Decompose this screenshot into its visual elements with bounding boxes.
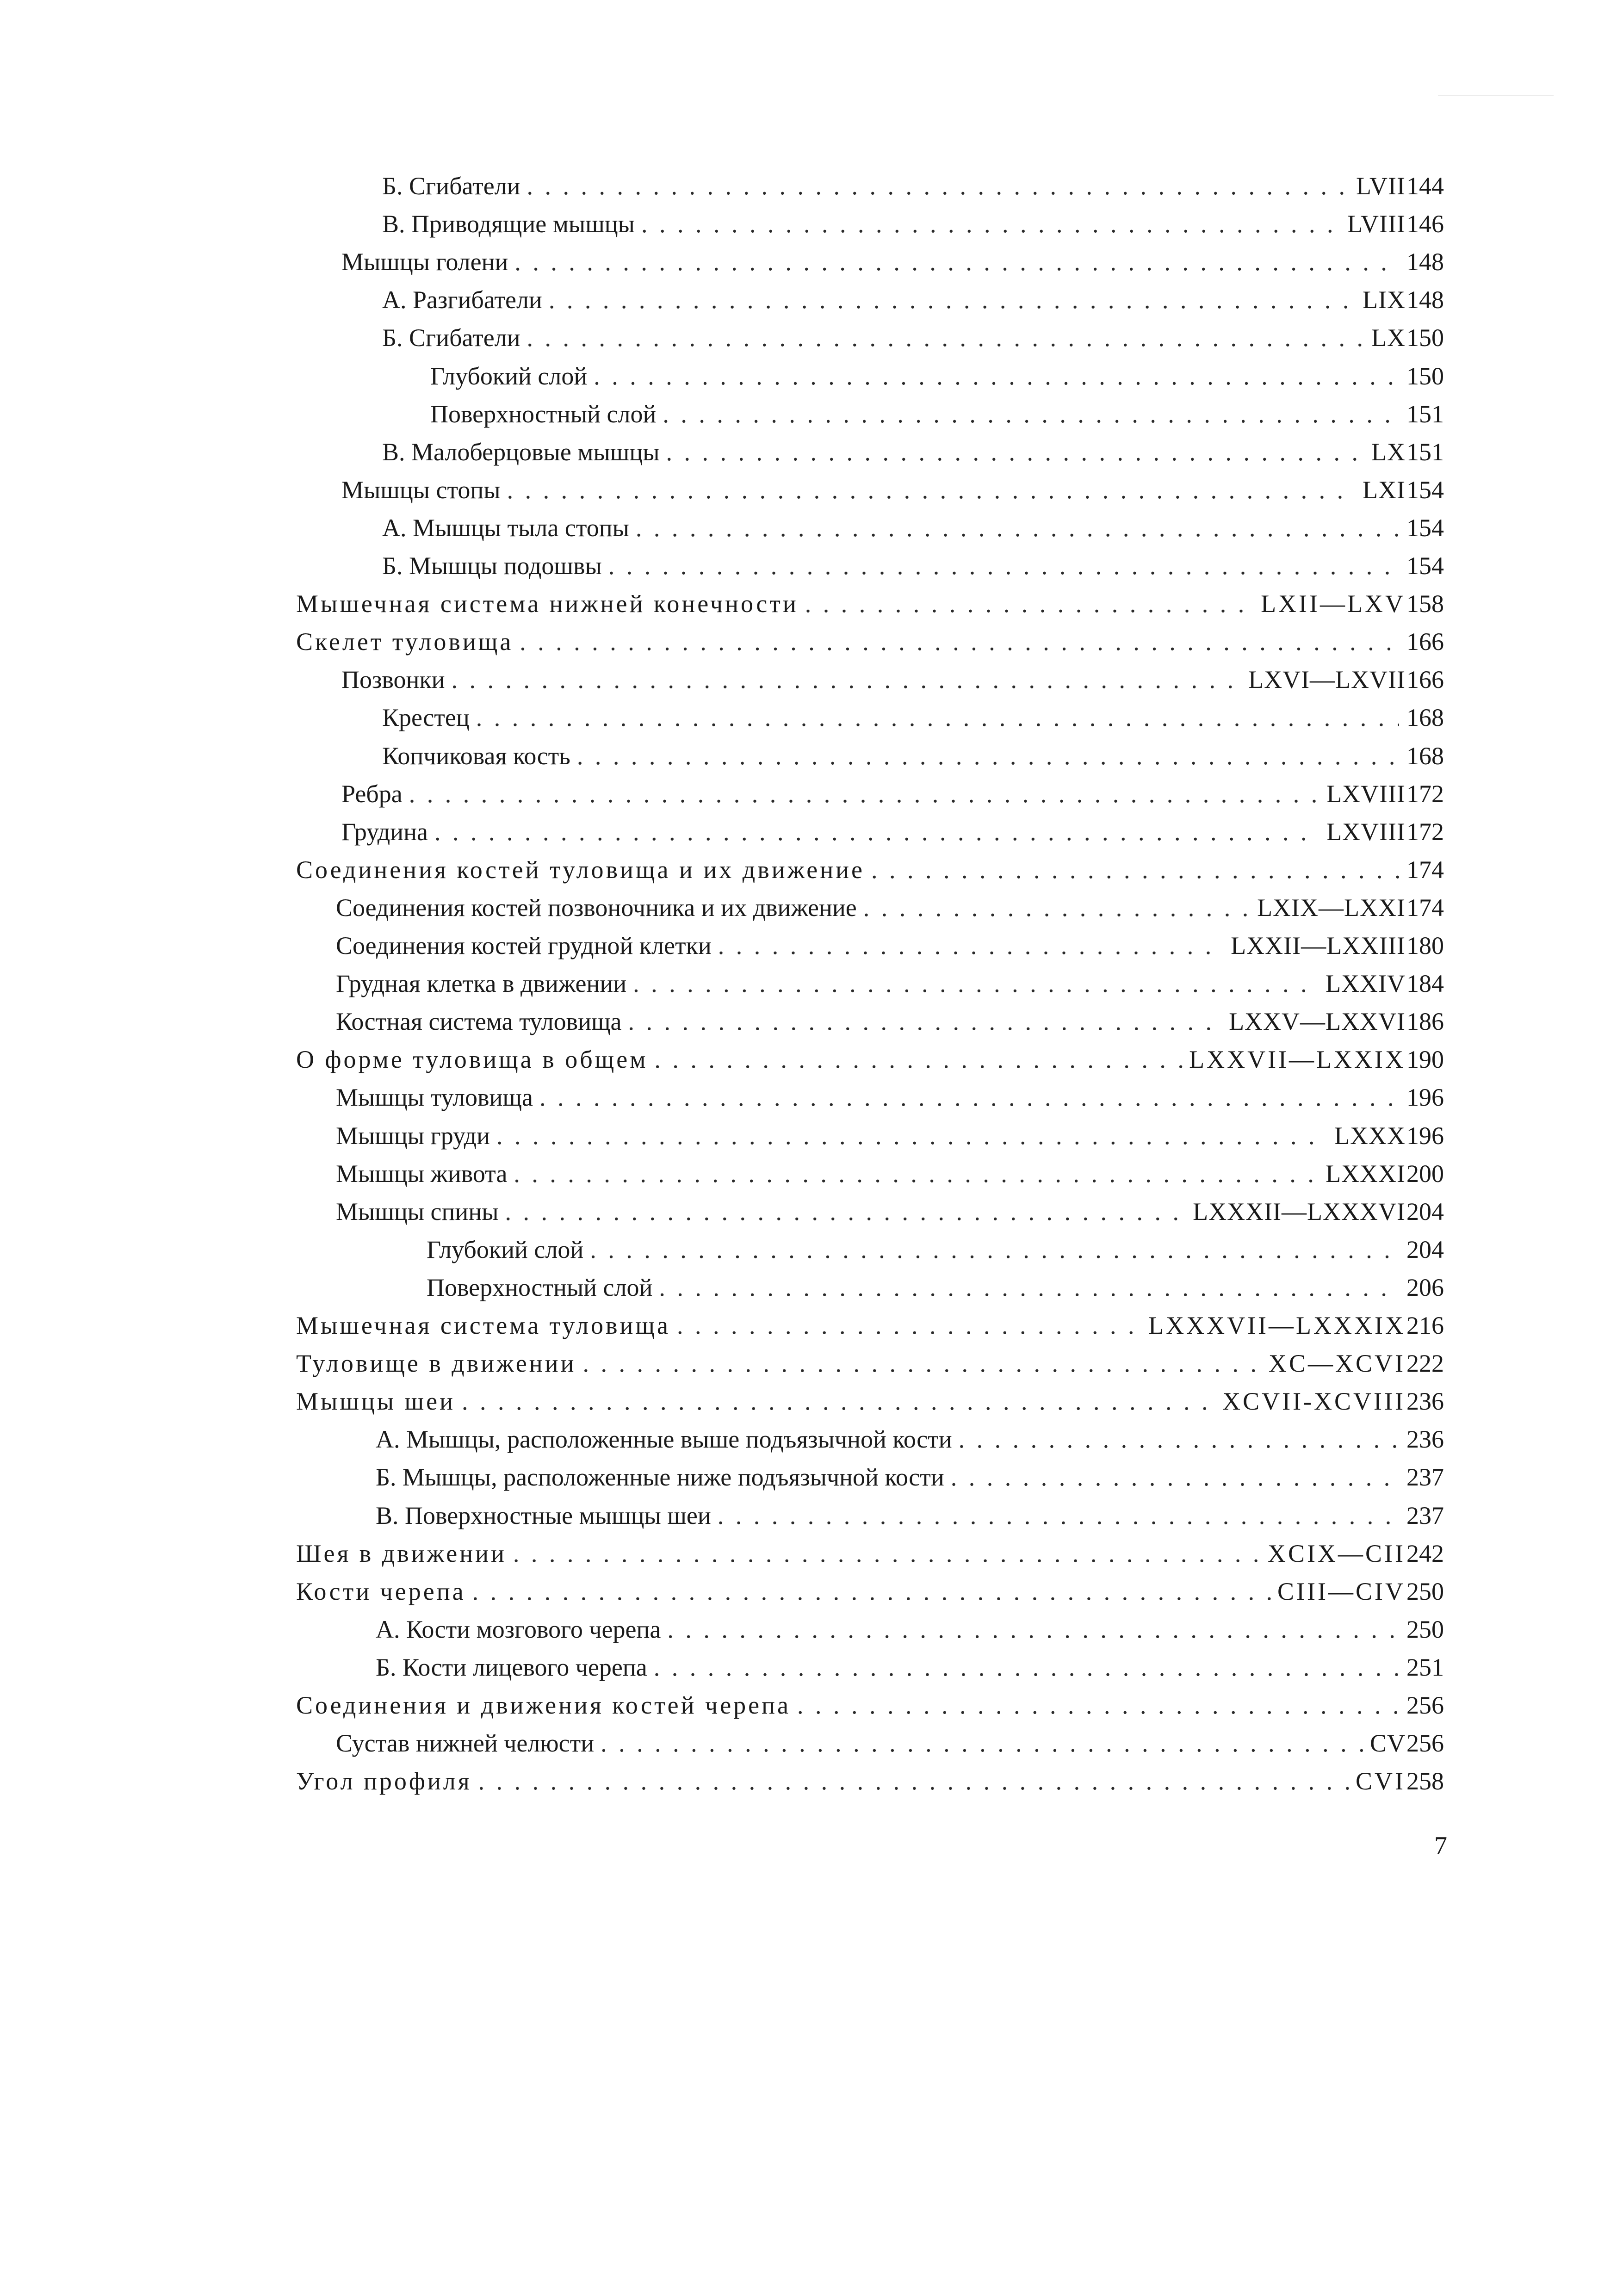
toc-entry xyxy=(0,167,1406,204)
dot-leader xyxy=(601,1725,1363,1762)
page-number: 7 xyxy=(1434,1832,1447,1860)
toc-entry-title: Мышечная система туловища xyxy=(296,1312,670,1339)
dot-leader xyxy=(476,699,1399,736)
toc-entry-title: Мышечная система нижней конечности xyxy=(296,590,799,618)
toc-entry-page: 150 xyxy=(1406,362,1444,390)
dot-leader xyxy=(805,585,1254,622)
toc-entry-page: 190 xyxy=(1406,1046,1444,1073)
toc-entry-plate: LIX xyxy=(1363,286,1406,314)
toc-entry-plate: LXXXI xyxy=(1326,1160,1406,1188)
toc-entry-title: Мышцы туловища xyxy=(336,1083,533,1111)
toc-entry-title: Копчиковая кость xyxy=(382,742,570,770)
toc-entry-title: Соединения костей грудной клетки xyxy=(336,932,712,959)
toc-entry-title: А. Мышцы тыла стопы xyxy=(382,514,629,542)
toc-entry-title: Соединения костей позвоночника и их движение xyxy=(336,894,857,922)
toc-entry xyxy=(0,1763,1406,1800)
dot-leader xyxy=(636,509,1399,546)
toc-entry-page: 144 xyxy=(1406,172,1444,200)
dot-leader xyxy=(663,396,1399,433)
toc-entry-page: 172 xyxy=(1406,818,1444,846)
toc-entry-page: 151 xyxy=(1406,438,1444,466)
toc-entry-title: Соединения костей туловища и их движение xyxy=(296,856,865,884)
toc-entry xyxy=(0,1535,1406,1572)
toc-entry xyxy=(0,358,1406,395)
toc-entry xyxy=(0,1421,1406,1458)
toc-entry xyxy=(0,1117,1406,1154)
toc-entry xyxy=(0,889,1406,926)
toc-entry xyxy=(0,1687,1406,1724)
dot-leader xyxy=(513,1535,1261,1572)
toc-entry-plate: CVI xyxy=(1356,1767,1406,1795)
dot-leader xyxy=(641,205,1341,242)
toc-entry-page: 237 xyxy=(1406,1463,1444,1491)
dot-leader xyxy=(472,1573,1271,1610)
dot-leader xyxy=(633,965,1319,1002)
toc-entry-title: Скелет туловища xyxy=(296,628,514,656)
toc-entry xyxy=(0,1725,1406,1762)
dot-leader xyxy=(718,927,1224,964)
toc-entry-page: 236 xyxy=(1406,1387,1444,1415)
toc-entry-title: Грудина xyxy=(341,818,428,846)
scan-artifact xyxy=(1438,95,1554,96)
toc-entry xyxy=(0,965,1406,1002)
toc-entry-plate: XC—XCVI xyxy=(1268,1349,1406,1377)
toc-entry-page: 256 xyxy=(1406,1691,1444,1719)
toc-entry-title: Угол профиля xyxy=(296,1767,472,1795)
toc-entry-page: 196 xyxy=(1406,1083,1444,1111)
toc-entry xyxy=(0,1193,1406,1230)
toc-entry-page: 172 xyxy=(1406,780,1444,808)
toc-entry-title: Мышцы голени xyxy=(341,248,508,276)
dot-leader xyxy=(577,737,1399,774)
toc-entry-title: О форме туловища в общем xyxy=(296,1046,648,1073)
dot-leader xyxy=(452,661,1242,698)
toc-entry xyxy=(0,1345,1406,1382)
toc-entry-title: Мышцы спины xyxy=(336,1198,499,1225)
toc-entry xyxy=(0,1649,1406,1686)
toc-entry-page: 151 xyxy=(1406,400,1444,428)
toc-entry-page: 251 xyxy=(1406,1653,1444,1681)
dot-leader xyxy=(666,433,1365,470)
toc-entry-title: Ребра xyxy=(341,780,403,808)
toc-entry-title: Шея в движении xyxy=(296,1540,507,1567)
toc-entry xyxy=(0,1383,1406,1420)
dot-leader xyxy=(590,1231,1399,1268)
toc-entry-plate: LXIX—LXXI xyxy=(1257,894,1406,922)
toc-entry xyxy=(0,205,1406,242)
toc-entry-page: 216 xyxy=(1406,1312,1444,1339)
toc-entry xyxy=(0,1041,1406,1078)
toc-entry xyxy=(0,509,1406,546)
toc-entry-page: 256 xyxy=(1406,1729,1444,1757)
toc-entry xyxy=(0,1155,1406,1192)
toc-entry-plate: LXXVII—LXXIX xyxy=(1189,1046,1406,1073)
toc-entry-page: 174 xyxy=(1406,894,1444,922)
dot-leader xyxy=(514,1155,1319,1192)
toc-entry xyxy=(0,623,1406,660)
toc-entry-page: 184 xyxy=(1406,970,1444,997)
toc-entry-plate: LXXXVII—LXXXIX xyxy=(1148,1312,1406,1339)
toc-entry-page: 166 xyxy=(1406,666,1444,693)
toc-entry xyxy=(0,813,1406,850)
dot-leader xyxy=(951,1459,1399,1496)
dot-leader xyxy=(608,547,1399,584)
dot-leader xyxy=(582,1345,1262,1382)
toc-entry xyxy=(0,243,1406,280)
dot-leader xyxy=(654,1041,1183,1078)
dot-leader xyxy=(871,851,1399,888)
dot-leader xyxy=(677,1307,1142,1344)
dot-leader xyxy=(549,281,1356,318)
toc-entry-page: 154 xyxy=(1406,476,1444,504)
dot-leader xyxy=(654,1649,1399,1686)
toc-entry xyxy=(0,737,1406,774)
toc-entry xyxy=(0,1307,1406,1344)
toc-entry-page: 146 xyxy=(1406,210,1444,238)
toc-entry-page: 222 xyxy=(1406,1349,1444,1377)
toc-entry-plate: LXVIII xyxy=(1326,818,1406,846)
dot-leader xyxy=(462,1383,1216,1420)
toc-entry-page: 158 xyxy=(1406,590,1444,618)
toc-entry-plate: LX xyxy=(1371,324,1406,352)
toc-entry-title: Кости черепа xyxy=(296,1578,466,1605)
toc-entry xyxy=(0,1573,1406,1610)
toc-entry-title: Б. Кости лицевого черепа xyxy=(376,1653,647,1681)
toc-entry-plate: XCVII-XCVIII xyxy=(1222,1387,1406,1415)
toc-entry-plate: LVII xyxy=(1356,172,1406,200)
dot-leader xyxy=(507,471,1356,508)
toc-entry-plate: LXXV—LXXVI xyxy=(1229,1008,1406,1035)
toc-entry xyxy=(0,319,1406,356)
toc-entry-page: 258 xyxy=(1406,1767,1444,1795)
toc-entry-plate: LXI xyxy=(1363,476,1406,504)
toc-entry-page: 174 xyxy=(1406,856,1444,884)
dot-leader xyxy=(514,243,1399,280)
dot-leader xyxy=(539,1079,1399,1116)
toc-entry-title: Костная система туловища xyxy=(336,1008,622,1035)
toc-entry-title: Сустав нижней челюсти xyxy=(336,1729,595,1757)
toc-entry-plate: LXXX xyxy=(1334,1122,1406,1150)
toc-entry-plate: LXVIII xyxy=(1326,780,1406,808)
toc-entry-page: 154 xyxy=(1406,514,1444,542)
toc-entry-title: Б. Мышцы подошвы xyxy=(382,552,602,580)
toc-entry-page: 148 xyxy=(1406,286,1444,314)
toc-entry-page: 150 xyxy=(1406,324,1444,352)
dot-leader xyxy=(594,358,1399,395)
toc-entry-page: 206 xyxy=(1406,1274,1444,1301)
toc-entry-plate: LXXII—LXXIII xyxy=(1231,932,1406,959)
toc-entry-title: В. Малоберцовые мышцы xyxy=(382,438,660,466)
toc-entry-title: Туловище в движении xyxy=(296,1349,576,1377)
toc-entry xyxy=(0,1497,1406,1534)
toc-entry-plate: LXXXII—LXXXVI xyxy=(1193,1198,1406,1225)
dot-leader xyxy=(959,1421,1399,1458)
toc-entry-page: 242 xyxy=(1406,1540,1444,1567)
toc-entry-plate: LXXIV xyxy=(1326,970,1406,997)
toc-entry-page: 200 xyxy=(1406,1160,1444,1188)
toc-entry-page: 237 xyxy=(1406,1502,1444,1529)
toc-entry xyxy=(0,281,1406,318)
toc-entry xyxy=(0,699,1406,736)
toc-entry xyxy=(0,851,1406,888)
toc-entry-title: Грудная клетка в движении xyxy=(336,970,627,997)
toc-entry-title: Мышцы живота xyxy=(336,1160,508,1188)
toc-entry xyxy=(0,1003,1406,1040)
toc-entry-page: 204 xyxy=(1406,1236,1444,1263)
dot-leader xyxy=(409,775,1320,812)
toc-entry xyxy=(0,927,1406,964)
toc-entry-title: Соединения и движения костей черепа xyxy=(296,1691,791,1719)
dot-leader xyxy=(667,1611,1399,1648)
toc-entry-plate: LX xyxy=(1371,438,1406,466)
toc-entry-title: Мышцы стопы xyxy=(341,476,501,504)
toc-entry-title: Мышцы груди xyxy=(336,1122,490,1150)
toc-entry-title: Глубокий слой xyxy=(430,362,588,390)
toc-entry-plate: LVIII xyxy=(1347,210,1406,238)
toc-entry xyxy=(0,471,1406,508)
toc-entry-page: 148 xyxy=(1406,248,1444,276)
toc-entry-title: Позвонки xyxy=(341,666,445,693)
toc-entry xyxy=(0,1611,1406,1648)
toc-entry-title: Глубокий слой xyxy=(427,1236,584,1263)
dot-leader xyxy=(520,623,1399,660)
dot-leader xyxy=(505,1193,1187,1230)
toc-entry-page: 168 xyxy=(1406,742,1444,770)
toc-entry-page: 186 xyxy=(1406,1008,1444,1035)
toc-entry xyxy=(0,396,1406,433)
toc-entry-title: А. Разгибатели xyxy=(382,286,542,314)
dot-leader xyxy=(863,889,1251,926)
toc-entry xyxy=(0,1079,1406,1116)
table-of-contents xyxy=(0,167,1623,1814)
toc-entry xyxy=(0,547,1406,584)
toc-entry-page: 180 xyxy=(1406,932,1444,959)
toc-entry-title: А. Кости мозгового черепа xyxy=(376,1615,661,1643)
toc-entry-plate: CV xyxy=(1369,1729,1406,1757)
toc-entry xyxy=(0,775,1406,812)
toc-entry-plate: LXVI—LXVII xyxy=(1248,666,1406,693)
toc-entry-page: 204 xyxy=(1406,1198,1444,1225)
toc-entry-page: 166 xyxy=(1406,628,1444,656)
toc-entry xyxy=(0,661,1406,698)
dot-leader xyxy=(628,1003,1223,1040)
dot-leader xyxy=(496,1117,1328,1154)
toc-entry xyxy=(0,1459,1406,1496)
dot-leader xyxy=(478,1763,1349,1800)
toc-entry xyxy=(0,1231,1406,1268)
toc-entry-title: Б. Сгибатели xyxy=(382,324,520,352)
dot-leader xyxy=(434,813,1320,850)
toc-entry-plate: XCIX—CII xyxy=(1268,1540,1406,1567)
toc-entry-page: 250 xyxy=(1406,1615,1444,1643)
dot-leader xyxy=(659,1269,1399,1306)
toc-entry-plate: LXII—LXV xyxy=(1261,590,1406,618)
toc-entry-title: Крестец xyxy=(382,704,470,731)
toc-entry-title: Мышцы шеи xyxy=(296,1387,456,1415)
toc-entry-page: 250 xyxy=(1406,1578,1444,1605)
toc-entry-page: 154 xyxy=(1406,552,1444,580)
toc-entry-title: Б. Сгибатели xyxy=(382,172,520,200)
dot-leader xyxy=(527,167,1350,204)
toc-entry-title: А. Мышцы, расположенные выше подъязычной кости xyxy=(376,1425,952,1453)
toc-entry-title: В. Приводящие мышцы xyxy=(382,210,635,238)
toc-entry-page: 168 xyxy=(1406,704,1444,731)
dot-leader xyxy=(527,319,1365,356)
toc-entry-title: В. Поверхностные мышцы шеи xyxy=(376,1502,711,1529)
toc-entry xyxy=(0,433,1406,470)
dot-leader xyxy=(797,1687,1399,1724)
dot-leader xyxy=(718,1497,1399,1534)
toc-entry-title: Поверхностный слой xyxy=(430,400,657,428)
toc-entry-title: Поверхностный слой xyxy=(427,1274,653,1301)
toc-entry-page: 236 xyxy=(1406,1425,1444,1453)
toc-entry-plate: CIII—CIV xyxy=(1277,1578,1406,1605)
toc-entry-title: Б. Мышцы, расположенные ниже подъязычной кости xyxy=(376,1463,944,1491)
toc-entry xyxy=(0,1269,1406,1306)
toc-entry-page: 196 xyxy=(1406,1122,1444,1150)
toc-entry xyxy=(0,585,1406,622)
